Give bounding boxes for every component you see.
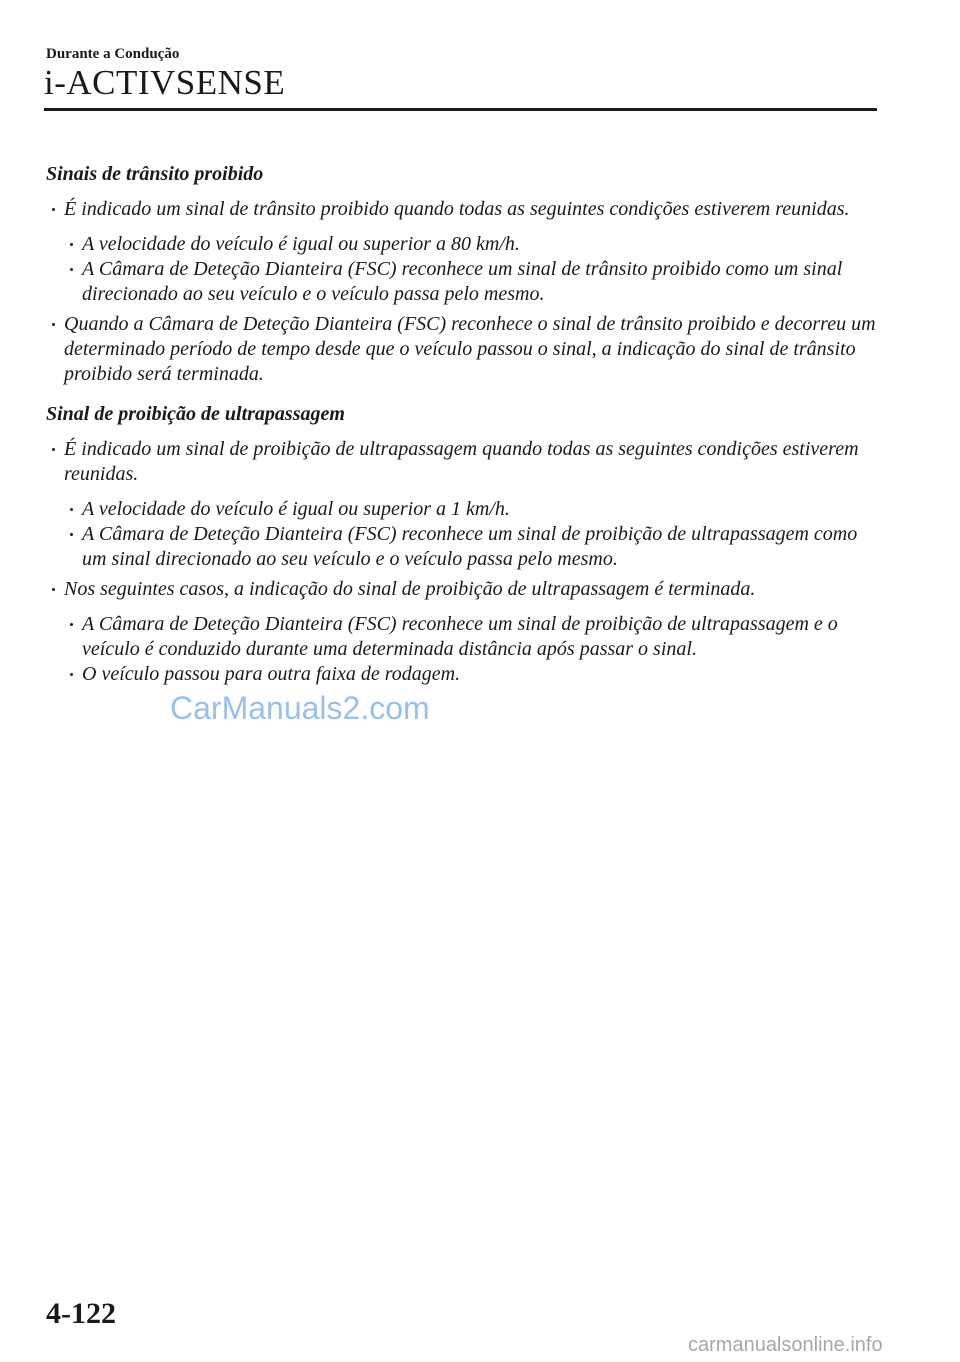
list-item	[64, 497, 886, 522]
bullet-icon	[52, 588, 55, 591]
subsection-heading: Sinal de proibição de ultrapassagem	[46, 403, 345, 425]
list-item-text: A velocidade do veículo é igual ou superior a 80 km/h.	[82, 233, 520, 255]
list-item	[64, 612, 886, 662]
section-gap	[46, 392, 886, 402]
bullet-icon	[70, 268, 73, 271]
list-item-text: A velocidade do veículo é igual ou superior a 1 km/h.	[82, 498, 510, 520]
bullet-icon	[52, 208, 55, 211]
bullet-icon	[70, 533, 73, 536]
list-item-text: A Câmara de Deteção Dianteira (FSC) reconhece um sinal de trânsito proibido como um sinal direcionado ao seu veículo e o veículo passa pelo mesmo.	[82, 258, 843, 305]
list-item	[64, 522, 886, 572]
content-body	[46, 162, 886, 692]
chapter-title: Durante a Condução	[46, 46, 180, 62]
subsection-heading: Sinais de trânsito proibido	[46, 163, 264, 185]
list-item	[46, 577, 886, 687]
bullet-icon	[70, 508, 73, 511]
list-item	[64, 232, 886, 257]
list-item	[46, 312, 886, 387]
list-item-text: É indicado um sinal de proibição de ultrapassagem quando todas as seguintes condições estiverem reunidas.	[64, 438, 859, 485]
header-divider	[44, 108, 877, 111]
list-item-text: Quando a Câmara de Deteção Dianteira (FSC) reconhece o sinal de trânsito proibido e decorreu um determinado período de tempo desde que o veículo passou o sinal, a indicação do sinal de trânsito proibido será terminada.	[64, 313, 876, 385]
bullet-icon	[70, 623, 73, 626]
list-item-text: O veículo passou para outra faixa de rodagem.	[82, 663, 461, 685]
sub-bullet-list	[64, 497, 886, 572]
list-item-text: Nos seguintes casos, a indicação do sinal de proibição de ultrapassagem é terminada.	[64, 578, 756, 600]
list-item-text: A Câmara de Deteção Dianteira (FSC) reconhece um sinal de proibição de ultrapassagem como um sinal direcionado ao seu veículo e o veículo passa pelo mesmo.	[82, 523, 858, 570]
section-no-overtaking	[46, 402, 886, 687]
list-item-text: A Câmara de Deteção Dianteira (FSC) reconhece um sinal de proibição de ultrapassagem e o veículo é conduzido durante uma determinada distância após passar o sinal.	[82, 613, 838, 660]
list-item	[46, 197, 886, 307]
bullet-icon	[52, 448, 55, 451]
bullet-icon	[70, 243, 73, 246]
bullet-list	[46, 197, 886, 387]
bullet-icon	[70, 673, 73, 676]
section-prohibited-signs	[46, 162, 886, 387]
list-item	[64, 257, 886, 307]
list-item	[64, 662, 886, 687]
footer-watermark: carmanualsonline.info	[688, 1334, 883, 1356]
bullet-list	[46, 437, 886, 687]
sub-bullet-list	[64, 612, 886, 687]
bullet-icon	[52, 323, 55, 326]
list-item	[46, 437, 886, 572]
page-number: 4-122	[46, 1297, 116, 1330]
sub-bullet-list	[64, 232, 886, 307]
section-title: i-ACTIVSENSE	[44, 63, 286, 102]
watermark-logo: CarManuals2.com	[170, 690, 430, 726]
list-item-text: É indicado um sinal de trânsito proibido quando todas as seguintes condições estiverem reunidas.	[64, 198, 850, 220]
